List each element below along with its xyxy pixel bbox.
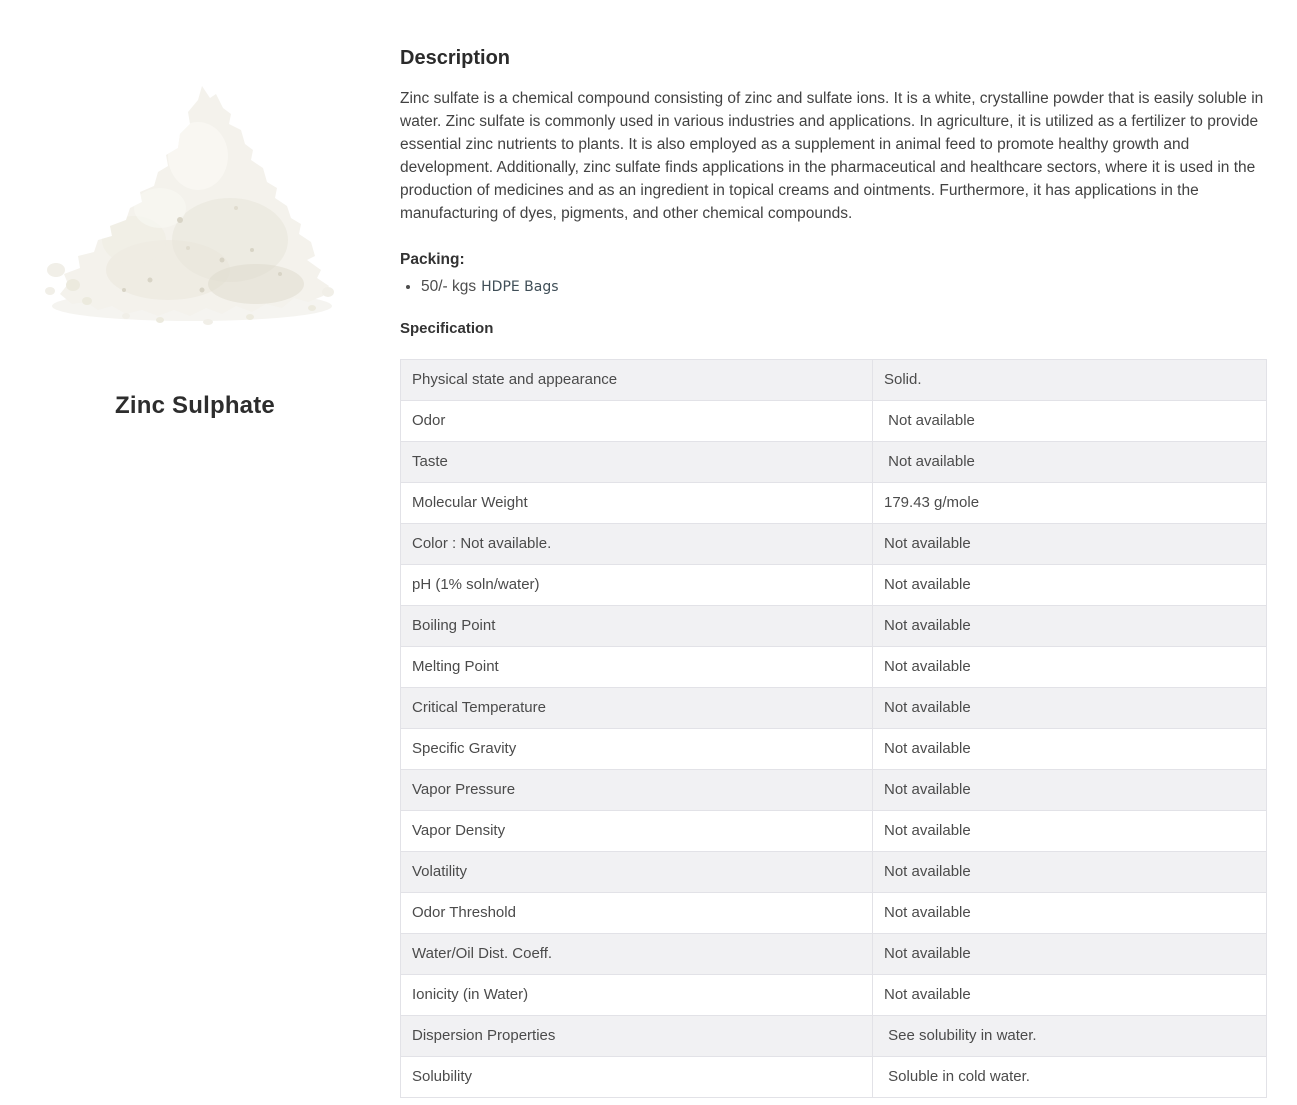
value-cell: See solubility in water. — [873, 1016, 1267, 1057]
specification-row — [401, 1057, 1267, 1098]
property-cell: Dispersion Properties — [401, 1016, 873, 1057]
value-cell: Not available — [873, 975, 1267, 1016]
property-cell: Odor Threshold — [401, 893, 873, 934]
value-cell: Not available — [873, 442, 1267, 483]
specification-row — [401, 729, 1267, 770]
specification-row — [401, 606, 1267, 647]
specification-row — [401, 360, 1267, 401]
value-cell: Soluble in cold water. — [873, 1057, 1267, 1098]
property-cell: pH (1% soln/water) — [401, 565, 873, 606]
property-cell: Volatility — [401, 852, 873, 893]
specification-row — [401, 688, 1267, 729]
specification-row — [401, 524, 1267, 565]
property-cell: Color : Not available. — [401, 524, 873, 565]
specification-row — [401, 401, 1267, 442]
specification-row — [401, 1016, 1267, 1057]
product-details — [400, 40, 1267, 1098]
value-cell: Not available — [873, 811, 1267, 852]
value-cell: Not available — [873, 565, 1267, 606]
property-cell: Critical Temperature — [401, 688, 873, 729]
product-title: Zinc Sulphate — [115, 392, 275, 419]
product-image — [40, 58, 340, 338]
description-heading: Description — [400, 47, 511, 69]
value-cell: 179.43 g/mole — [873, 483, 1267, 524]
property-cell: Ionicity (in Water) — [401, 975, 873, 1016]
property-cell: Physical state and appearance — [401, 360, 873, 401]
value-cell: Not available — [873, 401, 1267, 442]
value-cell: Not available — [873, 770, 1267, 811]
specification-row — [401, 975, 1267, 1016]
property-cell: Taste — [401, 442, 873, 483]
packing-item — [421, 278, 1267, 296]
specification-heading: Specification — [400, 320, 494, 337]
property-cell: Vapor Pressure — [401, 770, 873, 811]
specification-row — [401, 647, 1267, 688]
powder-pile-illustration — [40, 58, 340, 338]
specification-row — [401, 893, 1267, 934]
packing-list — [400, 278, 1267, 296]
property-cell: Vapor Density — [401, 811, 873, 852]
property-cell: Solubility — [401, 1057, 873, 1098]
packing-container: HDPE Bags — [481, 279, 559, 295]
specification-row — [401, 811, 1267, 852]
value-cell: Not available — [873, 606, 1267, 647]
specification-row — [401, 442, 1267, 483]
value-cell: Not available — [873, 852, 1267, 893]
packing-quantity: 50/- kgs — [421, 278, 477, 295]
specification-row — [401, 852, 1267, 893]
value-cell: Not available — [873, 524, 1267, 565]
property-cell: Boiling Point — [401, 606, 873, 647]
specification-row — [401, 483, 1267, 524]
property-cell: Water/Oil Dist. Coeff. — [401, 934, 873, 975]
specification-table-body — [401, 360, 1267, 1098]
specification-row — [401, 565, 1267, 606]
packing-heading: Packing: — [400, 251, 465, 268]
value-cell: Not available — [873, 729, 1267, 770]
property-cell: Molecular Weight — [401, 483, 873, 524]
value-cell: Not available — [873, 647, 1267, 688]
property-cell: Odor — [401, 401, 873, 442]
value-cell: Solid. — [873, 360, 1267, 401]
value-cell: Not available — [873, 934, 1267, 975]
property-cell: Specific Gravity — [401, 729, 873, 770]
specification-row — [401, 770, 1267, 811]
specification-row — [401, 934, 1267, 975]
description-text: Zinc sulfate is a chemical compound consisting of zinc and sulfate ions. It is a white, crystalline powder that is easily soluble in water. Zinc sulfate is commonly used in various industries and applications. In agriculture, it is utilized as a fertilizer to provide essential zinc nutrients to plants. It is also employed as a supplement in animal feed to promote healthy growth and development. Additionally, zinc sulfate finds applications in the pharmaceutical and healthcare sectors, where it is used in the production of medicines and as an ingredient in topical creams and ointments. Furthermore, it has applications in the manufacturing of dyes, pigments, and other chemical compounds. — [400, 90, 1264, 222]
value-cell: Not available — [873, 893, 1267, 934]
value-cell: Not available — [873, 688, 1267, 729]
product-panel — [0, 0, 390, 1105]
property-cell: Melting Point — [401, 647, 873, 688]
specification-table — [400, 359, 1267, 1098]
